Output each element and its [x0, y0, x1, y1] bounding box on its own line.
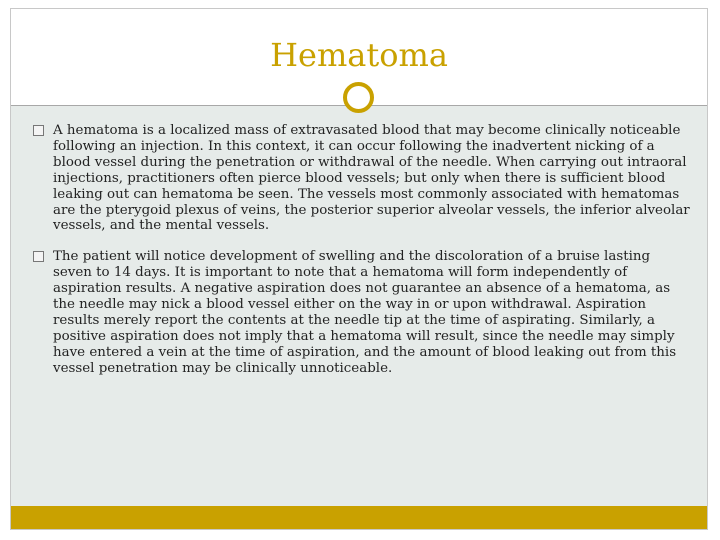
square-bullet-icon	[33, 125, 44, 136]
bullet-item-hematoma-definition	[33, 123, 693, 234]
slide	[10, 8, 708, 530]
ring-icon	[343, 82, 374, 113]
slide-title: Hematoma	[270, 36, 448, 74]
square-bullet-icon	[33, 251, 44, 262]
footer-bar	[11, 506, 707, 529]
bullet-text: A hematoma is a localized mass of extravasated blood that may become clinically noticeable following an injection. In this context, it can occur following the inadvertent nicking of a blood vessel during the penetration or withdrawal of the needle. When carrying out intraoral injections, practitioners often pierce blood vessels; but only when there is sufficient blood leaking out can hematoma be seen. The vessels most commonly associated with hematomas are the pterygoid plexus of veins, the posterior superior alveolar vessels, the inferior alveolar vessels, and the mental vessels.	[53, 123, 690, 234]
bullet-list	[33, 123, 693, 392]
bullet-text: The patient will notice development of swelling and the discoloration of a bruise lasting seven to 14 days. It is important to note that a hematoma will form independently of aspiration results. A negative aspiration does not guarantee an absence of a hematoma, as the needle may nick a blood vessel either on the way in or upon withdrawal. Aspiration results merely report the contents at the needle tip at the time of aspirating. Similarly, a positive aspiration does not imply that a hematoma will result, since the needle may simply have entered a vein at the time of aspiration, and the amount of blood leaking out from this vessel penetration may be clinically unnoticeable.	[53, 249, 677, 376]
bullet-item-patient-notice	[33, 249, 693, 376]
